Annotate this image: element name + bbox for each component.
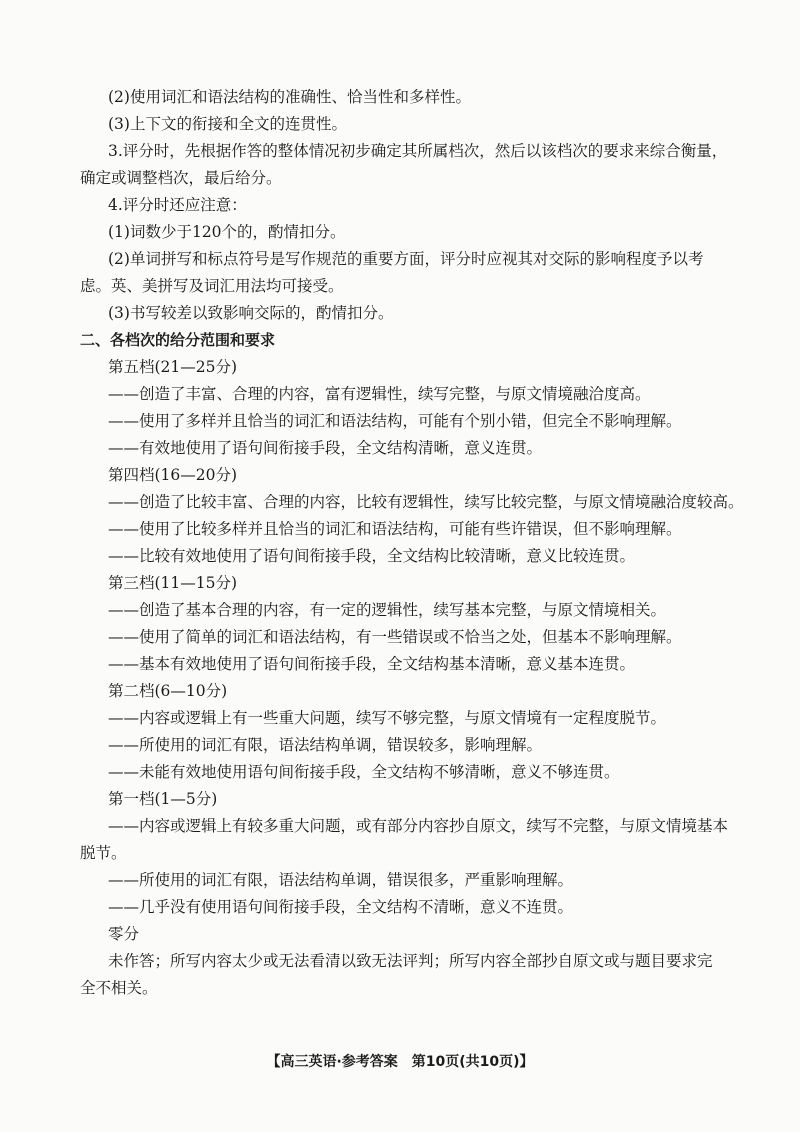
criterion-line: 脱节。 [80, 844, 127, 862]
text-line: 未作答；所写内容太少或无法看清以致无法评判；所写内容全部抄自原文或与题目要求完 [108, 952, 713, 970]
criterion-line: ——比较有效地使用了语句间衔接手段，全文结构比较清晰，意义比较连贯。 [108, 547, 636, 565]
criterion-line: ——有效地使用了语句间衔接手段，全文结构清晰，意义连贯。 [108, 439, 543, 457]
grade-heading: 零分 [108, 925, 140, 943]
criterion-line: ——几乎没有使用语句间衔接手段，全文结构不清晰，意义不连贯。 [108, 898, 574, 916]
criterion-line: ——未能有效地使用语句间衔接手段，全文结构不够清晰，意义不够连贯。 [108, 763, 620, 781]
criterion-line: ——内容或逻辑上有一些重大问题，续写不够完整，与原文情境有一定程度脱节。 [108, 709, 667, 727]
criterion-line: ——创造了丰富、合理的内容，富有逻辑性，续写完整，与原文情境融洽度高。 [108, 385, 651, 403]
text-line: (1)词数少于120个的，酌情扣分。 [108, 223, 346, 241]
text-line: (2)使用词汇和语法结构的准确性、恰当性和多样性。 [108, 88, 471, 106]
criterion-line: ——内容或逻辑上有较多重大问题，或有部分内容抄自原文，续写不完整，与原文情境基本 [108, 817, 729, 835]
criterion-line: ——所使用的词汇有限，语法结构单调，错误很多，严重影响理解。 [108, 871, 574, 889]
section-heading: 二、各档次的给分范围和要求 [80, 331, 276, 349]
grade-heading: 第三档(11—15分) [108, 574, 238, 592]
text-line: 虑。英、美拼写及词汇用法均可接受。 [80, 277, 344, 295]
criterion-line: ——所使用的词汇有限，语法结构单调，错误较多，影响理解。 [108, 736, 543, 754]
criterion-line: ——基本有效地使用了语句间衔接手段，全文结构基本清晰，意义基本连贯。 [108, 655, 636, 673]
text-line: 全不相关。 [80, 979, 158, 997]
text-line: 4.评分时还应注意： [108, 196, 247, 214]
text-line: 3.评分时，先根据作答的整体情况初步确定其所属档次，然后以该档次的要求来综合衡量， [108, 142, 728, 160]
text-line: (3)书写较差以致影响交际的，酌情扣分。 [108, 304, 394, 322]
text-line: 确定或调整档次，最后给分。 [80, 169, 282, 187]
criterion-line: ——创造了基本合理的内容，有一定的逻辑性，续写基本完整，与原文情境相关。 [108, 601, 667, 619]
grade-heading: 第五档(21—25分) [108, 358, 238, 376]
page-footer: 【高三英语·参考答案 第10页(共10页)】 [266, 1054, 534, 1070]
criterion-line: ——创造了比较丰富、合理的内容，比较有逻辑性，续写比较完整，与原文情境融洽度较高。 [108, 493, 744, 511]
criterion-line: ——使用了多样并且恰当的词汇和语法结构，可能有个别小错，但完全不影响理解。 [108, 412, 682, 430]
grade-heading: 第二档(6—10分) [108, 682, 228, 700]
criterion-line: ——使用了简单的词汇和语法结构，有一些错误或不恰当之处，但基本不影响理解。 [108, 628, 682, 646]
text-line: (2)单词拼写和标点符号是写作规范的重要方面，评分时应视其对交际的影响程度予以考 [108, 250, 704, 268]
grade-heading: 第一档(1—5分) [108, 790, 218, 808]
criterion-line: ——使用了比较多样并且恰当的词汇和语法结构，可能有些许错误，但不影响理解。 [108, 520, 682, 538]
text-line: (3)上下文的衔接和全文的连贯性。 [108, 115, 347, 133]
grade-heading: 第四档(16—20分) [108, 466, 238, 484]
